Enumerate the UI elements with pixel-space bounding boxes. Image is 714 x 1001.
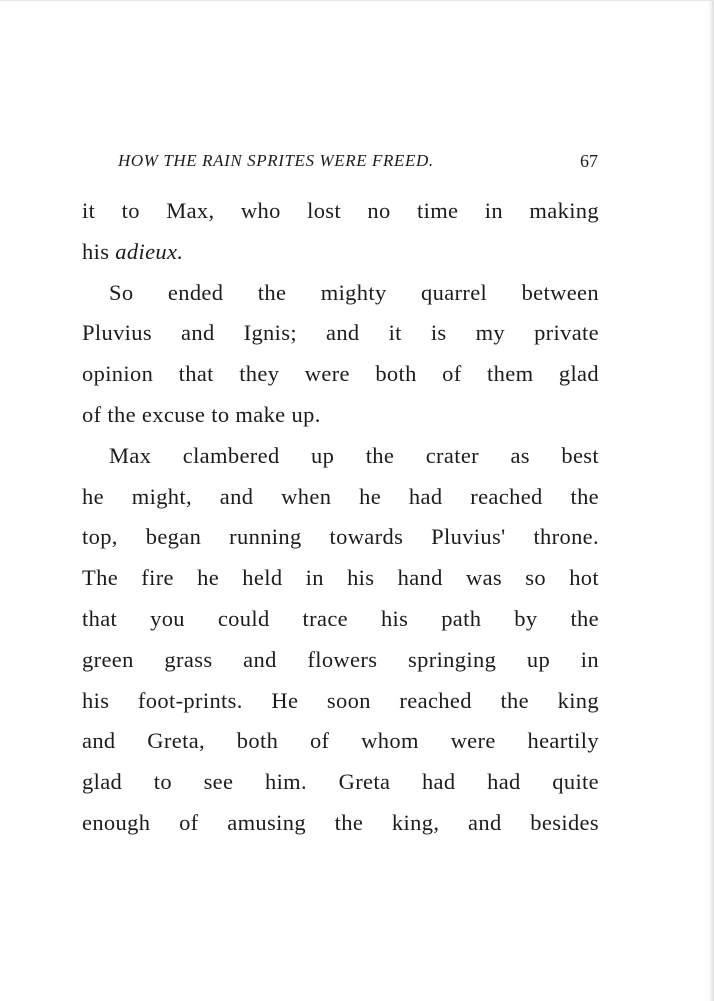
text-line: The fire he held in his hand was so hot	[82, 565, 599, 591]
text-line: opinion that they were both of them glad	[82, 361, 599, 387]
page-number: 67	[580, 151, 598, 171]
text-line: top, began running towards Pluvius' throne.	[82, 524, 599, 550]
text-line: enough of amusing the king, and besides	[82, 809, 599, 835]
text-line: So ended the mighty quarrel between	[109, 279, 599, 305]
text-line: and Greta, both of whom were heartily	[82, 728, 599, 754]
text-line: Pluvius and Ignis; and it is my private	[82, 320, 599, 346]
text-line: green grass and flowers springing up in	[82, 646, 599, 672]
text-line: it to Max, who lost no time in making	[82, 198, 599, 223]
text-line: of the excuse to make up.	[82, 401, 321, 427]
text-line: glad to see him. Greta had had quite	[82, 769, 599, 795]
text-line: Max clambered up the crater as best	[109, 442, 599, 468]
text-line	[82, 232, 599, 273]
italic-word: adieux.	[115, 238, 184, 264]
text-line: he might, and when he had reached the	[82, 483, 599, 509]
running-title: HOW THE RAIN SPRITES WERE FREED.	[118, 151, 434, 170]
text-line: that you could trace his path by the	[82, 605, 599, 631]
text-line: his foot-prints. He soon reached the king	[82, 687, 599, 713]
page-edge	[708, 1, 714, 1001]
body-text	[82, 191, 599, 844]
running-head	[118, 151, 598, 175]
text-span: his	[82, 238, 116, 264]
